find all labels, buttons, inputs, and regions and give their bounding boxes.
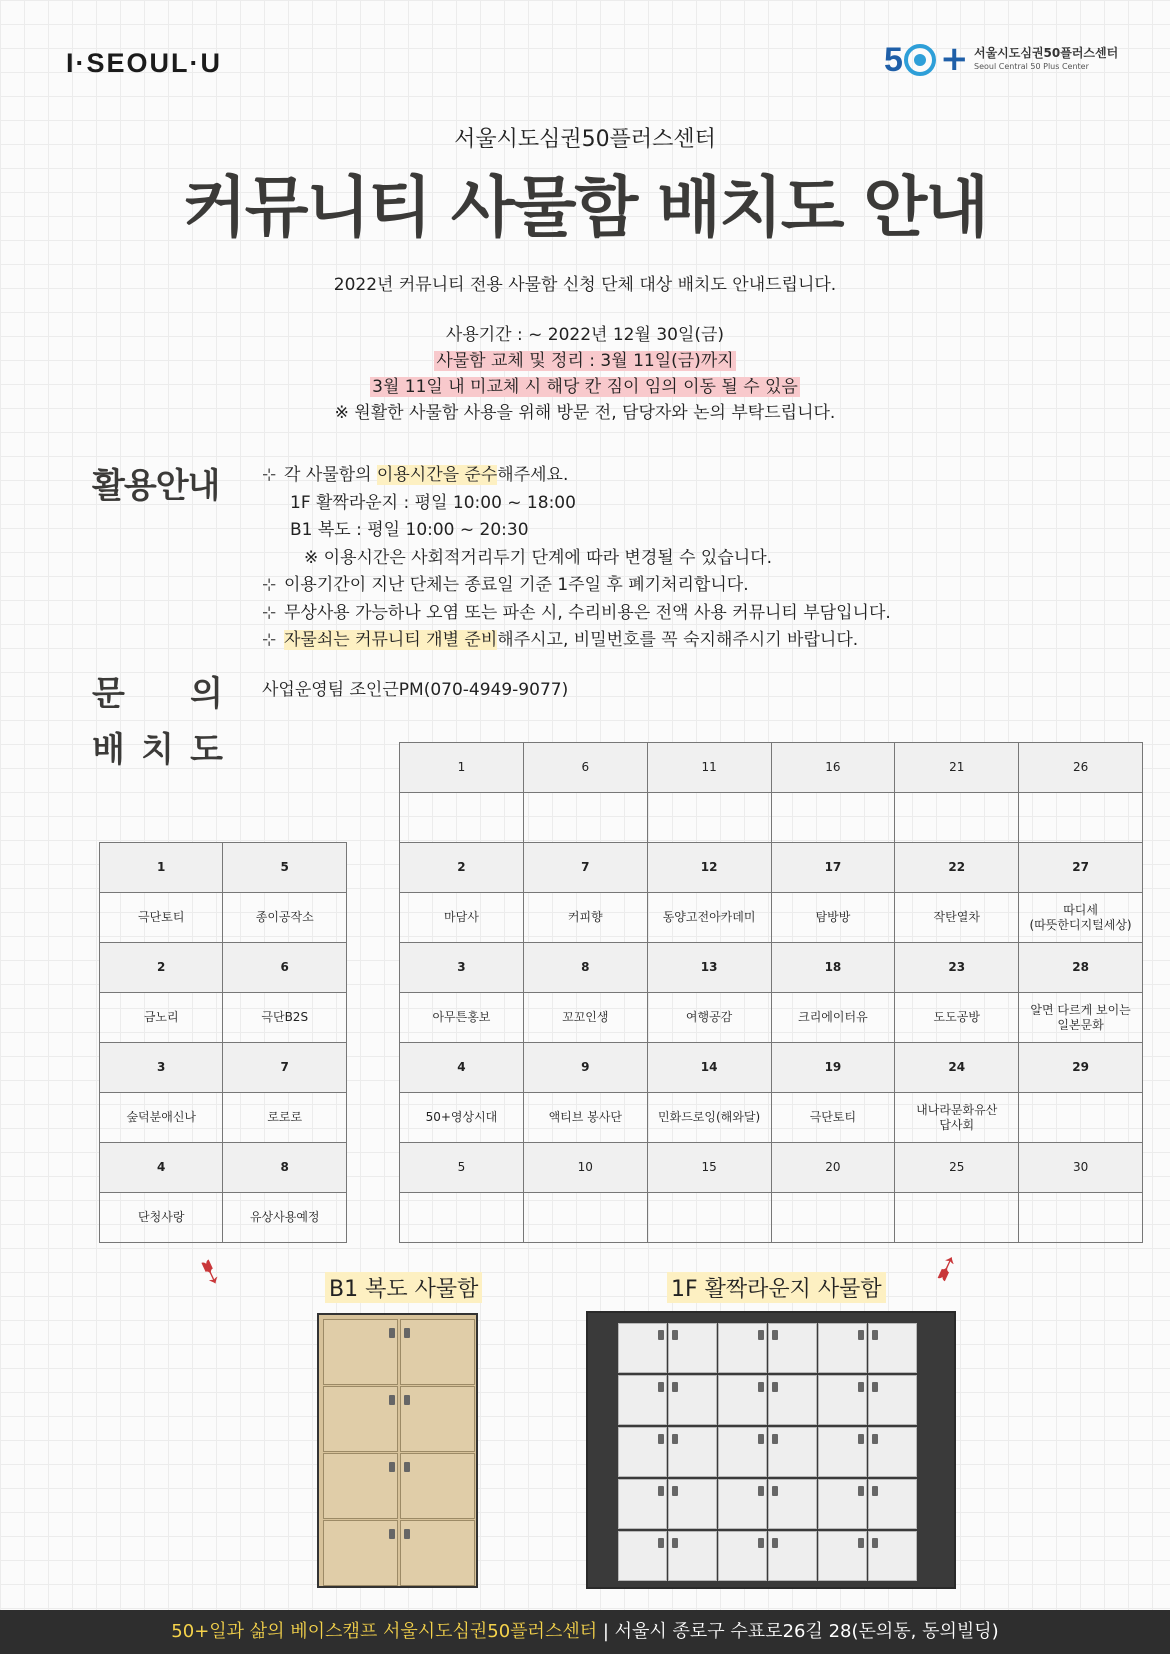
guide-item-text: 각 사물함의 (284, 465, 377, 485)
lock-icon (858, 1434, 864, 1444)
layout-heading-char: 치 (141, 730, 173, 770)
locker-door (768, 1427, 817, 1477)
locker-group-cell: 숲덕분애신나 (100, 1093, 223, 1143)
locker-door (868, 1531, 917, 1581)
contact-text: 사업운영팀 조인근PM(070-4949-9077) (262, 680, 569, 700)
locker-door (668, 1323, 717, 1373)
locker-group-cell: 알면 다르게 보이는 일본문화 (1019, 993, 1143, 1043)
locker-number-cell: 21 (895, 743, 1019, 793)
f1-locker-photo (586, 1311, 956, 1589)
locker-number-cell: 2 (400, 843, 524, 893)
locker-group-cell: 단청사랑 (100, 1193, 223, 1243)
locker-number-cell: 22 (895, 843, 1019, 893)
locker-number-cell: 16 (771, 743, 895, 793)
locker-number-cell: 27 (1019, 843, 1143, 893)
locker-number-cell: 15 (647, 1143, 771, 1193)
lock-icon (672, 1330, 678, 1340)
locker-door (868, 1427, 917, 1477)
lock-icon (758, 1434, 764, 1444)
guide-item-text: 해주시고, 비밀번호를 꼭 숙지해주시기 바랍니다. (497, 630, 859, 650)
locker-number-cell: 3 (400, 943, 524, 993)
locker-door (618, 1427, 667, 1477)
locker-number-cell: 4 (100, 1143, 223, 1193)
locker-door (668, 1479, 717, 1529)
contact-heading-char: 문 (92, 674, 124, 714)
locker-group-cell: 아무튼홍보 (400, 993, 524, 1043)
locker-door (400, 1319, 475, 1385)
locker-group-cell (895, 1193, 1019, 1243)
locker-group-cell: 극단토티 (100, 893, 223, 943)
locker-group-row (100, 893, 347, 943)
footer-divider: | (597, 1621, 615, 1642)
bullet-sparkle-icon: ⊹ (262, 630, 277, 650)
guide-item-text: 이용기간이 지난 단체는 종료일 기준 1주일 후 폐기처리합니다. (284, 575, 749, 595)
locker-number-row (400, 743, 1143, 793)
layout-heading-char: 도 (190, 730, 222, 770)
locker-number-cell: 19 (771, 1043, 895, 1093)
lock-icon (658, 1486, 664, 1496)
logo-plus-icon: + (940, 39, 969, 79)
locker-group-cell (647, 793, 771, 843)
locker-number-row (100, 943, 347, 993)
locker-door (768, 1479, 817, 1529)
locker-group-cell (400, 793, 524, 843)
locker-group-cell (895, 793, 1019, 843)
locker-group-cell: 커피향 (523, 893, 647, 943)
lock-icon (658, 1434, 664, 1444)
page-title: 커뮤니티 사물함 배치도 안내 (182, 169, 987, 246)
lock-icon (772, 1486, 778, 1496)
lock-icon (772, 1330, 778, 1340)
locker-group-cell (523, 1193, 647, 1243)
hours-1f: 1F 활짝라운지 : 평일 10:00 ~ 18:00 (290, 492, 576, 513)
lock-icon (872, 1538, 878, 1548)
guide-item-text: 해주세요. (497, 465, 569, 485)
locker-number-cell: 7 (223, 1043, 347, 1093)
locker-number-row (100, 843, 347, 893)
locker-number-row (400, 843, 1143, 893)
guide-highlight: 이용시간을 준수 (376, 465, 498, 485)
locker-number-cell: 25 (895, 1143, 1019, 1193)
locker-group-cell: 50+영상시대 (400, 1093, 524, 1143)
consult-notice: ※ 원활한 사물함 사용을 위해 방문 전, 담당자와 논의 부탁드립니다. (334, 403, 836, 423)
locker-group-cell (1019, 1093, 1143, 1143)
footer (0, 1610, 1170, 1654)
lock-icon (858, 1486, 864, 1496)
locker-group-row (400, 993, 1143, 1043)
locker-door (618, 1375, 667, 1425)
locker-number-row (400, 1143, 1143, 1193)
f1-photo-caption: 1F 활짝라운지 사물함 (667, 1272, 886, 1303)
locker-group-cell: 따디세 (따뜻한디지털세상) (1019, 893, 1143, 943)
locker-door (818, 1479, 867, 1529)
guide-highlight: 자물쇠는 커뮤니티 개별 준비 (284, 630, 498, 650)
locker-group-cell: 극단토티 (771, 1093, 895, 1143)
locker-group-row (100, 993, 347, 1043)
locker-group-row (400, 793, 1143, 843)
locker-group-cell: 유상사용예정 (223, 1193, 347, 1243)
lock-icon (858, 1382, 864, 1392)
lock-icon (672, 1538, 678, 1548)
layout-heading (92, 722, 222, 771)
locker-group-cell: 로로로 (223, 1093, 347, 1143)
locker-number-cell: 9 (523, 1043, 647, 1093)
guide-list (262, 462, 891, 655)
replace-notice (0, 348, 1170, 374)
locker-number-row (100, 1043, 347, 1093)
lock-icon (389, 1462, 395, 1472)
lock-icon (389, 1529, 395, 1539)
locker-group-cell (771, 793, 895, 843)
locker-number-cell: 11 (647, 743, 771, 793)
locker-number-cell: 17 (771, 843, 895, 893)
guide-item-lock (262, 627, 891, 655)
locker-door (768, 1375, 817, 1425)
locker-group-cell: 도도공방 (895, 993, 1019, 1043)
lock-icon (404, 1462, 410, 1472)
locker-number-cell: 1 (100, 843, 223, 893)
locker-door (718, 1427, 767, 1477)
warning-notice-text: 3월 11일 내 미교체 시 해당 칸 짐이 임의 이동 될 수 있음 (372, 377, 798, 397)
locker-door (768, 1323, 817, 1373)
locker-number-cell: 30 (1019, 1143, 1143, 1193)
warning-notice (0, 374, 1170, 400)
locker-number-cell: 12 (647, 843, 771, 893)
locker-group-cell: 극단B2S (223, 993, 347, 1043)
lock-icon (872, 1434, 878, 1444)
b1-locker-table (99, 842, 347, 1243)
lock-icon (658, 1330, 664, 1340)
lock-icon (404, 1529, 410, 1539)
bullet-sparkle-icon: ⊹ (262, 465, 277, 485)
locker-group-row (400, 893, 1143, 943)
intro-text: 2022년 커뮤니티 전용 사물함 신청 단체 대상 배치도 안내드립니다. (333, 275, 837, 295)
locker-door (818, 1323, 867, 1373)
locker-number-row (100, 1143, 347, 1193)
locker-number-cell: 6 (223, 943, 347, 993)
locker-group-row (100, 1193, 347, 1243)
contact-heading-char: 의 (190, 674, 222, 714)
locker-door (718, 1323, 767, 1373)
locker-number-cell: 3 (100, 1043, 223, 1093)
guide-item-disposal (262, 572, 891, 600)
lock-icon (658, 1382, 664, 1392)
locker-door (323, 1520, 398, 1586)
lock-icon (772, 1382, 778, 1392)
layout-heading-char: 배 (92, 730, 124, 770)
locker-number-cell: 20 (771, 1143, 895, 1193)
lock-icon (872, 1382, 878, 1392)
lock-icon (758, 1330, 764, 1340)
locker-number-row (400, 1043, 1143, 1093)
locker-group-cell (400, 1193, 524, 1243)
hours-b1: B1 복도 : 평일 10:00 ~ 20:30 (290, 520, 529, 540)
locker-group-cell: 액티브 봉사단 (523, 1093, 647, 1143)
locker-door (668, 1531, 717, 1581)
locker-number-cell: 26 (1019, 743, 1143, 793)
b1-locker-photo (317, 1313, 478, 1588)
lock-icon (658, 1538, 664, 1548)
locker-door (400, 1520, 475, 1586)
locker-door (818, 1531, 867, 1581)
lock-icon (758, 1382, 764, 1392)
locker-door (718, 1375, 767, 1425)
locker-number-cell: 5 (223, 843, 347, 893)
locker-number-cell: 28 (1019, 943, 1143, 993)
locker-number-cell: 5 (400, 1143, 524, 1193)
curly-arrow-icon: ➹ (926, 1244, 967, 1292)
locker-group-cell: 꼬꼬인생 (523, 993, 647, 1043)
locker-group-cell (1019, 1193, 1143, 1243)
locker-group-cell (647, 1193, 771, 1243)
locker-number-cell: 10 (523, 1143, 647, 1193)
locker-number-row (400, 943, 1143, 993)
contact-heading (92, 666, 222, 715)
locker-group-row (400, 1193, 1143, 1243)
locker-group-cell: 종이공작소 (223, 893, 347, 943)
locker-door (400, 1453, 475, 1519)
locker-group-cell: 민화드로잉(해와달) (647, 1093, 771, 1143)
locker-number-cell: 2 (100, 943, 223, 993)
lock-icon (404, 1395, 410, 1405)
guide-item-repair (262, 600, 891, 628)
locker-door (618, 1479, 667, 1529)
locker-door (718, 1531, 767, 1581)
locker-door (323, 1453, 398, 1519)
lock-icon (389, 1395, 395, 1405)
locker-number-cell: 29 (1019, 1043, 1143, 1093)
locker-group-cell (523, 793, 647, 843)
locker-door (618, 1531, 667, 1581)
center-logo-name: 서울시도심권50플러스센터 (974, 46, 1119, 60)
locker-group-cell: 크리에이터유 (771, 993, 895, 1043)
curly-arrow-icon: ➷ (190, 1248, 231, 1296)
guide-heading: 활용안내 (92, 466, 220, 506)
lock-icon (872, 1330, 878, 1340)
center-logo-sub: Seoul Central 50 Plus Center (974, 62, 1089, 71)
locker-number-cell: 18 (771, 943, 895, 993)
lock-icon (858, 1330, 864, 1340)
locker-group-cell: 탐방방 (771, 893, 895, 943)
f1-locker-table (399, 742, 1143, 1243)
locker-door (718, 1479, 767, 1529)
locker-door (668, 1427, 717, 1477)
locker-group-cell: 동양고전아카데미 (647, 893, 771, 943)
footer-slogan: 50+일과 삶의 베이스캠프 서울시도심권50플러스센터 (171, 1621, 598, 1642)
lock-icon (672, 1486, 678, 1496)
locker-group-row (100, 1093, 347, 1143)
locker-group-cell (1019, 793, 1143, 843)
locker-door (323, 1319, 398, 1385)
locker-door (668, 1375, 717, 1425)
guide-item-text: 무상사용 가능하나 오염 또는 파손 시, 수리비용은 전액 사용 커뮤니티 부담입니다. (284, 602, 891, 623)
bullet-sparkle-icon: ⊹ (262, 575, 277, 595)
hours-note: ※ 이용시간은 사회적거리두기 단계에 따라 변경될 수 있습니다. (304, 547, 773, 568)
locker-group-cell: 여행공감 (647, 993, 771, 1043)
locker-group-cell: 금노리 (100, 993, 223, 1043)
locker-group-cell (771, 1193, 895, 1243)
locker-door (868, 1479, 917, 1529)
lock-icon (858, 1538, 864, 1548)
locker-group-cell: 작탄열차 (895, 893, 1019, 943)
locker-number-cell: 14 (647, 1043, 771, 1093)
locker-door (868, 1375, 917, 1425)
locker-number-cell: 23 (895, 943, 1019, 993)
footer-address: 서울시 종로구 수표로26길 28(돈의동, 동의빌딩) (614, 1621, 999, 1642)
lock-icon (772, 1538, 778, 1548)
lock-icon (758, 1538, 764, 1548)
logo-five-icon: 5 (884, 41, 903, 79)
logo-ring-icon (904, 44, 936, 76)
locker-number-cell: 13 (647, 943, 771, 993)
b1-photo-caption: B1 복도 사물함 (325, 1272, 482, 1303)
lock-icon (672, 1382, 678, 1392)
locker-door (868, 1323, 917, 1373)
locker-door (768, 1531, 817, 1581)
lock-icon (672, 1434, 678, 1444)
locker-door (323, 1386, 398, 1452)
locker-number-cell: 4 (400, 1043, 524, 1093)
lock-icon (758, 1486, 764, 1496)
locker-group-cell: 마담사 (400, 893, 524, 943)
org-name: 서울시도심권50플러스센터 (454, 127, 716, 152)
locker-door (618, 1323, 667, 1373)
locker-door (400, 1386, 475, 1452)
locker-group-row (400, 1093, 1143, 1143)
lock-icon (772, 1434, 778, 1444)
seoul-logo: I·SEOUL·U (66, 48, 222, 78)
locker-number-cell: 8 (523, 943, 647, 993)
lock-icon (404, 1328, 410, 1338)
bullet-sparkle-icon: ⊹ (262, 602, 277, 623)
replace-notice-text: 사물함 교체 및 정리 : 3월 11일(금)까지 (436, 351, 734, 371)
lock-icon (389, 1328, 395, 1338)
locker-number-cell: 1 (400, 743, 524, 793)
locker-number-cell: 7 (523, 843, 647, 893)
usage-period: 사용기간 : ~ 2022년 12월 30일(금) (445, 325, 725, 345)
locker-door (818, 1375, 867, 1425)
locker-group-cell: 내나라문화유산 답사회 (895, 1093, 1019, 1143)
locker-number-cell: 6 (523, 743, 647, 793)
guide-item-hours (262, 462, 891, 490)
lock-icon (872, 1486, 878, 1496)
locker-number-cell: 8 (223, 1143, 347, 1193)
locker-number-cell: 24 (895, 1043, 1019, 1093)
locker-door (818, 1427, 867, 1477)
